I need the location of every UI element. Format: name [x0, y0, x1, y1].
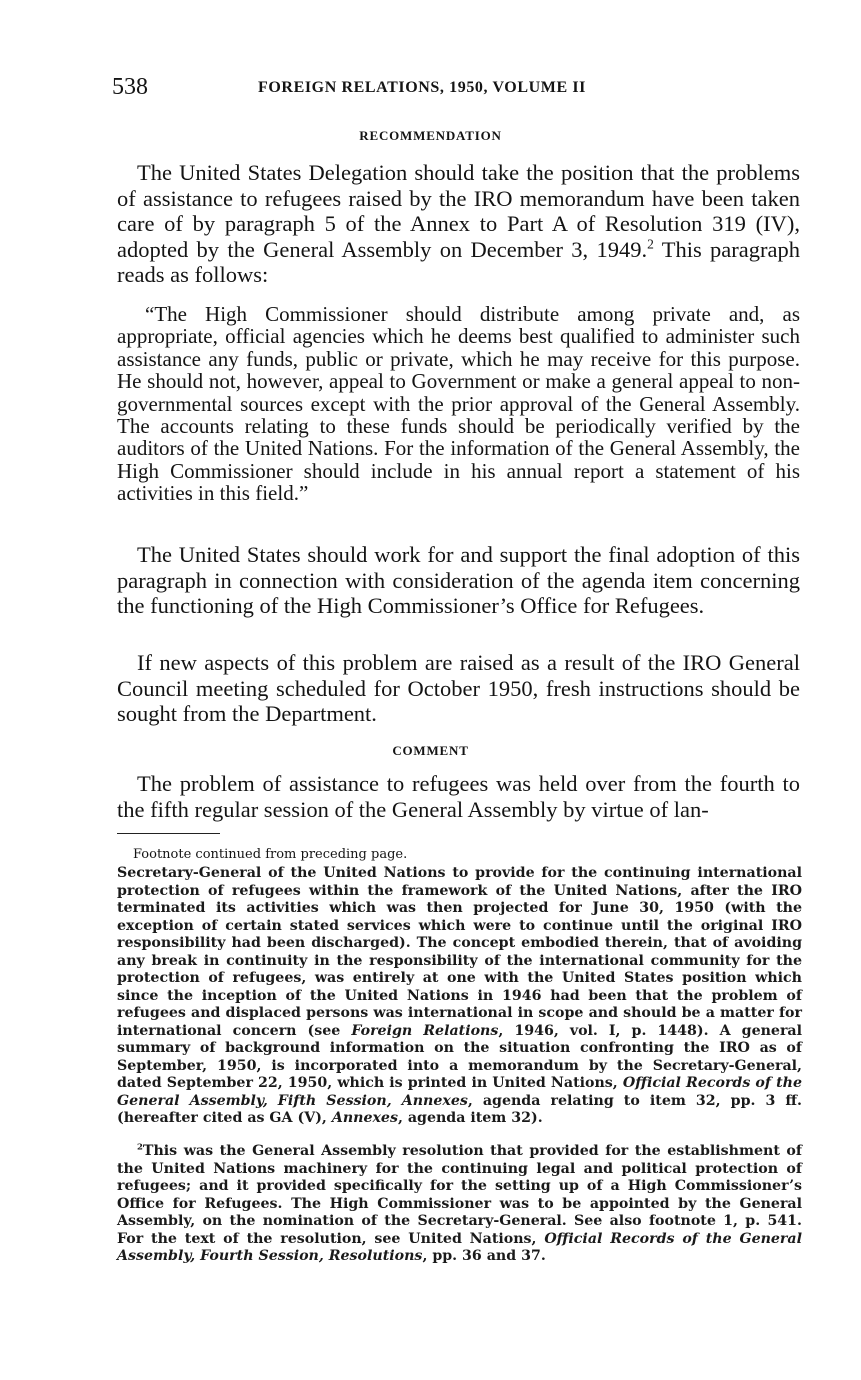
page-number: 538: [112, 74, 148, 100]
footnote-2: $^2$This was the General Assembly resolution that provided for the establishment of the United Nations machinery for the continuing legal and political protection of refugees; and it provided specifically for the setting up of a High Commissioner’s Office for Refugees. The High Commissioner was to be appointed by the General Assembly, on the nomination of the Secretary-General. See also footnote 1, p. 541. For the text of the resolution, see United Nations, Official Records of the General Assembly, Fourth Session, Resolutions, pp. 36 and 37.: [117, 1142, 802, 1264]
comment-heading: COMMENT: [392, 743, 469, 758]
comment-paragraph-1: The problem of assistance to refugees was held over from the fourth to the fifth regular session of the General Assembly by virtue of lan-: [117, 771, 800, 822]
footnote-continued-label: Footnote continued from preceding page.: [133, 847, 408, 862]
footnote-2-marker: 2: [137, 1142, 143, 1153]
recommendation-paragraph-3: If new aspects of this problem are raised as a result of the IRO General Council meeting scheduled for October 1950, fresh instructions should be sought from the Department.: [117, 650, 800, 727]
footnote-divider: [117, 833, 220, 834]
recommendation-heading: RECOMMENDATION: [359, 128, 502, 143]
running-title: FOREIGN RELATIONS, 1950, VOLUME II: [258, 79, 586, 96]
recommendation-paragraph-1: The United States Delegation should take the position that the problems of assistance to refugees raised by the IRO memorandum have been taken care of by paragraph 5 of the Annex to Part A of Resolution 319 (IV), adopted by the General Assembly on December 3, 1949.$^2$ This paragraph reads as follows:: [117, 160, 800, 288]
quoted-paragraph: “The High Commissioner should distribute among private and, as appropriate, official agencies which he deems best qualified to administer such assistance any funds, public or private, which he may receive for this purpose. He should not, however, appeal to Government or make a general appeal to non-governmental sources except with the prior approval of the General Assembly. The accounts relating to these funds should be periodically verified by the auditors of the United Nations. For the information of the General Assembly, the High Commissioner should include in his annual report a statement of his activities in this field.”: [117, 302, 800, 506]
footnote-ref-2: 2: [647, 236, 654, 252]
footnote-1-continuation: Secretary-General of the United Nations to provide for the continuing international protection of refugees within the framework of the United Nations, after the IRO terminated its activities which was then projected for June 30, 1950 (with the exception of certain stated services which were to continue until the original IRO responsibility had been discharged). The concept embodied therein, that of avoiding any break in continuity in the responsibility of the international community for the protection of refugees, was entirely at one with the United States position which since the inception of the United Nations in 1946 had been that the problem of refugees and displaced persons was international in scope and should be a matter for international concern (see Foreign Relations, 1946, vol. I, p. 1448). A general summary of background information on the situation confronting the IRO as of September, 1950, is incorporated into a memorandum by the Secretary-General, dated September 22, 1950, which is printed in United Nations, Official Records of the General Assembly, Fifth Session, Annexes, agenda relating to item 32, pp. 3 ff. (hereafter cited as GA (V), Annexes, agenda item 32).: [117, 865, 803, 1126]
page-header: [112, 74, 802, 104]
recommendation-paragraph-2: The United States should work for and support the final adoption of this paragraph in connection with consideration of the agenda item concerning the functioning of the High Commissioner’s Office for Refugees.: [117, 542, 800, 619]
